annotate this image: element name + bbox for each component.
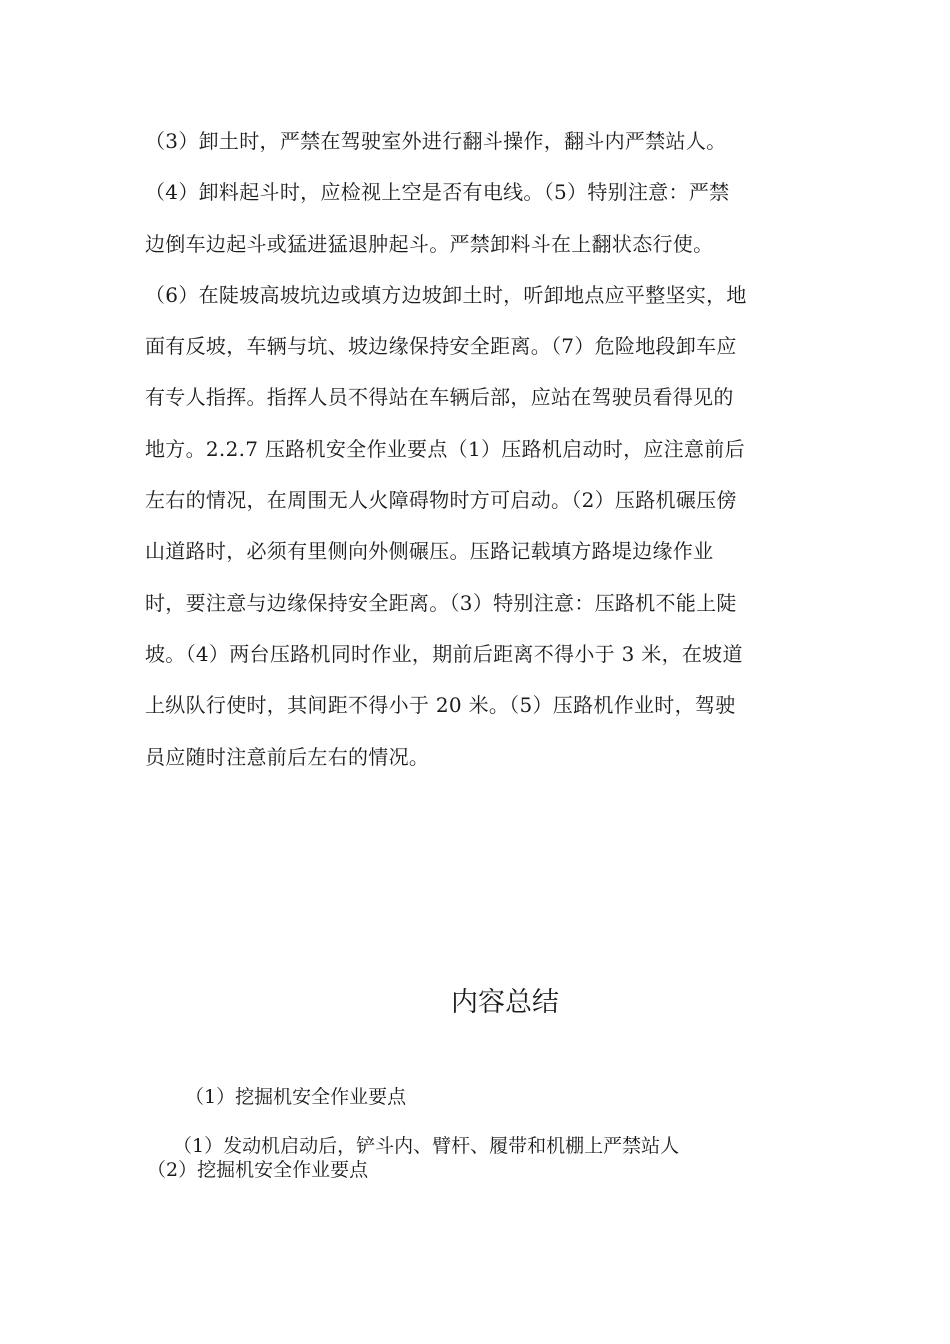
summary-item: （2）挖掘机安全作业要点	[147, 1159, 369, 1181]
body-line: 时，要注意与边缘保持安全距离。（3）特别注意：压路机不能上陡	[145, 590, 737, 615]
body-line: （6）在陡坡高坡坑边或填方边坡卸土时，听卸地点应平整坚实，地	[145, 282, 747, 307]
summary-title: 内容总结	[451, 987, 559, 1018]
body-line: 左右的情况，在周围无人火障碍物时方可启动。（2）压路机碾压傍	[145, 488, 737, 513]
body-line: （3）卸土时，严禁在驾驶室外进行翻斗操作，翻斗内严禁站人。	[145, 129, 727, 153]
body-line: 员应随时注意前后左右的情况。	[145, 744, 430, 769]
body-line: 面有反坡，车辆与坑、坡边缘保持安全距离。（7）危险地段卸车应	[145, 334, 737, 359]
body-line: （4）卸料起斗时，应检视上空是否有电线。（5）特别注意：严禁	[145, 180, 730, 205]
body-line: 边倒车边起斗或猛进猛退肿起斗。严禁卸料斗在上翻状态行使。	[145, 231, 714, 256]
summary-item: （1）发动机启动后，铲斗内、臂杆、履带和机棚上严禁站人	[173, 1135, 680, 1157]
summary-item: （1）挖掘机安全作业要点	[185, 1086, 407, 1108]
body-line: 有专人指挥。指挥人员不得站在车辆后部，应站在驾驶员看得见的	[145, 385, 734, 410]
body-line: 坡。（4）两台压路机同时作业，期前后距离不得小于 3 米，在坡道	[145, 641, 743, 666]
body-line: 上纵队行使时，其间距不得小于 20 米。（5）压路机作业时，驾驶	[145, 693, 736, 718]
body-line: 山道路时，必须有里侧向外侧碾压。压路记载填方路堤边缘作业	[145, 539, 714, 564]
body-line: 地方。2.2.7 压路机安全作业要点（1）压路机启动时，应注意前后	[145, 436, 745, 461]
body-text	[145, 116, 815, 783]
